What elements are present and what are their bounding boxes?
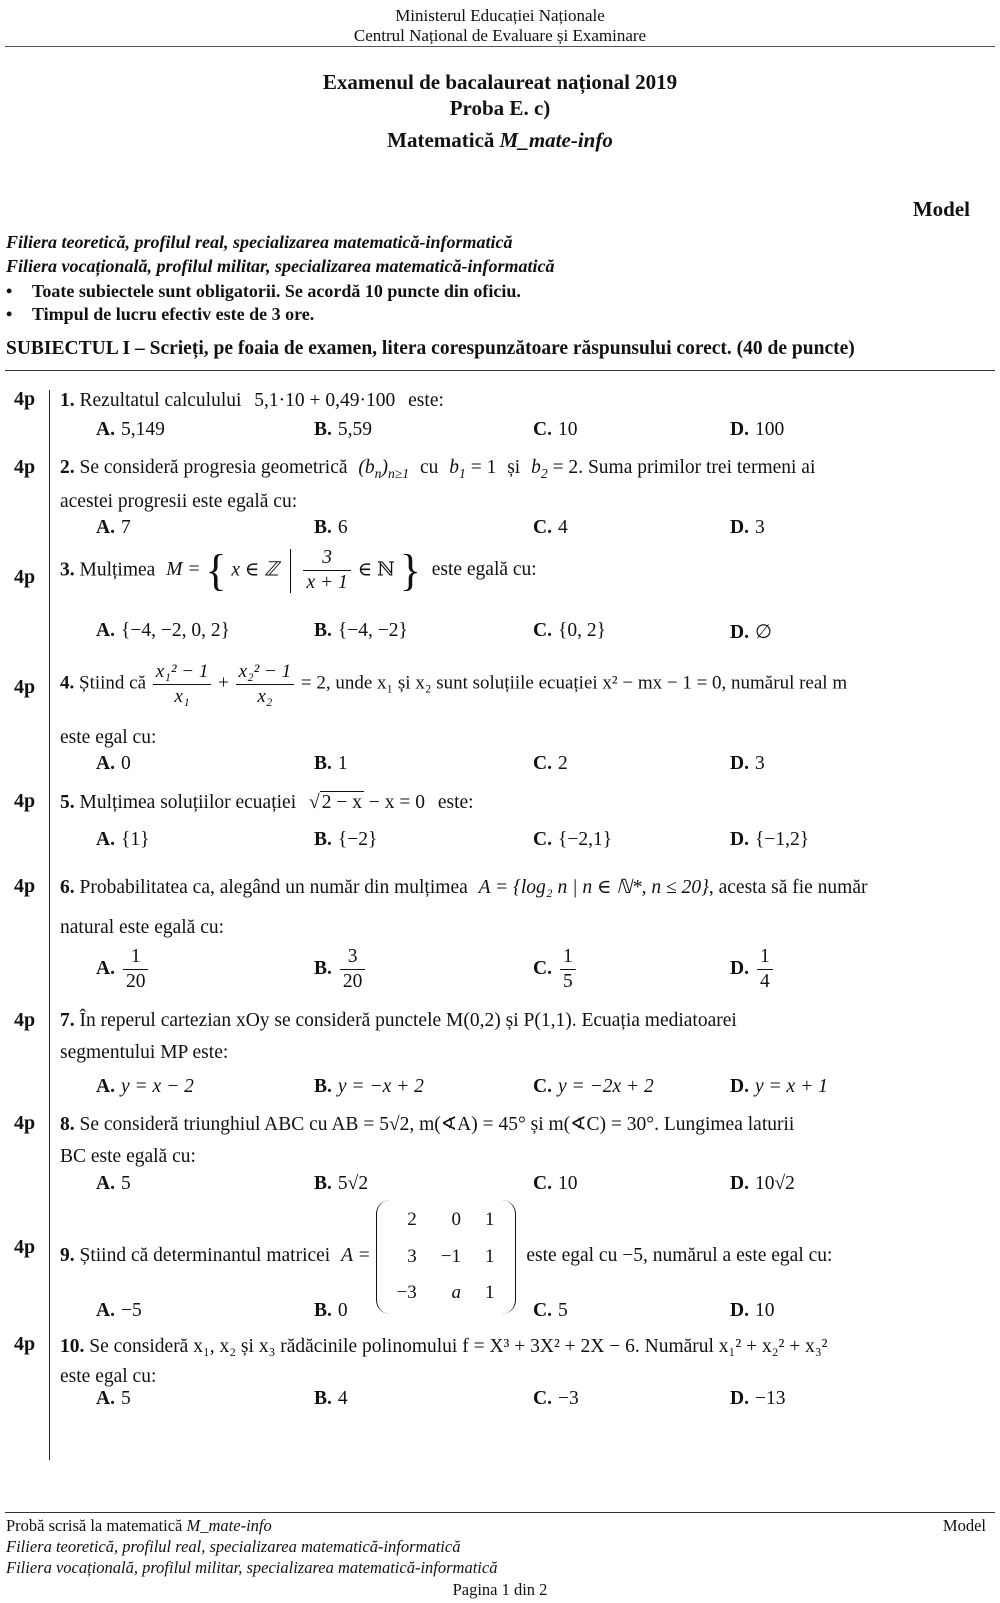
option-value: 1 (337, 753, 348, 774)
question-text: Se consideră progresia geometrică (79, 457, 348, 478)
points-q4: 4p (14, 676, 36, 698)
question-margin-line (49, 390, 50, 1460)
option-letter: B. (314, 753, 332, 774)
option-c[interactable] (533, 1173, 577, 1195)
option-letter: D. (730, 419, 749, 440)
question-text: Mulțimea soluțiilor ecuației (79, 792, 297, 813)
option-d[interactable] (730, 517, 765, 539)
question-text-b: cu (419, 457, 439, 478)
question-4 (60, 660, 960, 709)
question-10-line2: este egal cu: (60, 1366, 157, 1387)
header-divider (5, 46, 995, 47)
fraction-2: $\frac{\text{x₂² − 1}}{\text{x₂}}$ (236, 660, 295, 709)
footer-model: Model (942, 1516, 986, 1535)
model-label: Model (912, 197, 970, 221)
option-letter: A. (96, 753, 115, 774)
points-q5: 4p (14, 790, 36, 812)
option-b[interactable] (314, 620, 408, 642)
question-number: 1. (60, 390, 75, 411)
question-text: Mulțimea (79, 559, 156, 581)
set-condition: ∈ ℕ (357, 559, 395, 581)
option-d[interactable] (730, 1388, 785, 1410)
option-letter: D. (730, 753, 749, 774)
option-value: y = x + 1 (754, 1076, 828, 1097)
option-value: {−2} (337, 829, 378, 850)
option-letter: B. (314, 620, 332, 641)
question-1 (60, 386, 960, 415)
option-a[interactable] (96, 1300, 142, 1322)
matrix-cell: 2 (407, 1209, 417, 1230)
question-5 (60, 788, 960, 817)
brace-close: } (399, 545, 421, 595)
sqrt-icon: √ (309, 792, 320, 813)
option-d[interactable] (730, 419, 784, 441)
matrix-cell: 3 (407, 1245, 417, 1267)
heading-divider (5, 370, 995, 371)
option-letter: C. (533, 517, 552, 538)
option-value: 10 (557, 1173, 578, 1194)
question-text: Probabilitatea ca, alegând un număr din mulțimea (79, 877, 468, 898)
option-letter: B. (314, 958, 332, 980)
option-value: 3 (754, 753, 765, 774)
question-text-b: , unde x₁ și x₂ sunt soluțiile ecuației x² − mx − 1 = 0, numărul real m (325, 672, 848, 694)
points-q3: 4p (14, 566, 36, 588)
question-number: 3. (60, 559, 75, 581)
option-letter: A. (96, 958, 115, 980)
set-element: x ∈ ℤ (231, 559, 279, 581)
points-q10: 4p (14, 1333, 36, 1355)
option-letter: D. (730, 517, 749, 538)
option-letter: C. (533, 1076, 552, 1097)
page-number: Pagina 1 din 2 (452, 1580, 548, 1599)
set-fraction: $\frac{3}{x + 1}$ (303, 546, 350, 596)
question-tail: este: (437, 792, 474, 813)
question-text-b: este egal cu −5, numărul a este egal cu: (526, 1245, 833, 1267)
option-b[interactable] (314, 1388, 348, 1410)
question-6-line2: natural este egală cu: (60, 917, 225, 938)
question-7 (60, 1006, 960, 1035)
option-letter: A. (96, 1173, 115, 1194)
question-expr: 5,1·10 + 0,49·100 (254, 390, 396, 411)
option-value: 10 (754, 1300, 775, 1321)
exam-subject (0, 128, 1000, 153)
option-b[interactable] (314, 1300, 348, 1322)
option-value: 0 (120, 753, 131, 774)
rule-bullet-2 (6, 304, 314, 325)
option-value: y = x − 2 (120, 1076, 194, 1097)
option-letter: C. (533, 1388, 552, 1409)
question-2 (60, 453, 960, 484)
rule-text-1: Toate subiectele sunt obligatorii. Se acordă 10 puncte din oficiu. (32, 281, 521, 301)
points-q9: 4p (14, 1236, 36, 1258)
option-value: 2 (557, 753, 568, 774)
option-letter: C. (533, 1300, 552, 1321)
question-text: Știind că (79, 672, 147, 694)
option-letter: D. (730, 1076, 749, 1097)
option-letter: B. (314, 1388, 332, 1409)
question-number: 10. (60, 1336, 85, 1357)
question-text: Se consideră triunghiul ABC cu AB = 5√2, m(∢A) = 45° și m(∢C) = 30°. Lungimea laturii (79, 1114, 795, 1135)
option-c[interactable] (533, 1076, 654, 1098)
question-8 (60, 1110, 960, 1139)
fraction-1: $\frac{\text{x₁² − 1}}{\text{x₁}}$ (153, 660, 212, 709)
option-letter: C. (533, 829, 552, 850)
sequence: $(b_n)_{n\ge 1}$ (358, 457, 410, 481)
option-value: 4 (337, 1388, 348, 1409)
option-value: y = −2x + 2 (557, 1076, 654, 1097)
filiera-teoretica: Filiera teoretică, profilul real, specializarea matematică-informatică (6, 232, 513, 252)
question-7-line2: segmentului MP este: (60, 1042, 229, 1063)
question-3 (60, 546, 960, 596)
option-b[interactable] (314, 1173, 368, 1195)
option-b[interactable] (314, 419, 372, 441)
footer-proba: Probă scrisă la matematică (6, 1516, 187, 1535)
option-value: 5,59 (337, 419, 373, 440)
footer-variant: M_mate-info (186, 1516, 272, 1535)
option-letter: D. (730, 829, 749, 850)
option-c[interactable] (533, 945, 578, 995)
option-letter: A. (96, 829, 115, 850)
option-d[interactable] (730, 945, 775, 995)
plus-sign: + (218, 672, 229, 694)
option-a[interactable] (96, 1173, 131, 1195)
option-value: 5,149 (120, 419, 165, 440)
option-a[interactable] (96, 829, 149, 851)
bullet-icon: • (6, 281, 13, 301)
equation (309, 792, 425, 813)
question-number: 7. (60, 1010, 75, 1031)
option-value: 3 (754, 517, 765, 538)
option-c[interactable] (533, 1388, 579, 1410)
question-number: 4. (60, 672, 75, 694)
matrix-cell: 1 (485, 1245, 495, 1267)
points-q8: 4p (14, 1112, 36, 1134)
matrix-a (376, 1200, 516, 1314)
option-letter: A. (96, 620, 115, 641)
exam-title: Examenul de bacalaureat național 2019 (322, 70, 678, 94)
option-d[interactable] (730, 1173, 795, 1195)
option-b[interactable] (314, 1076, 424, 1098)
option-fraction: $\frac{3}{20}$ (340, 945, 366, 995)
points-q6: 4p (14, 875, 36, 897)
option-d[interactable] (730, 753, 765, 775)
rule-bullet-1 (6, 281, 521, 302)
subject-name: Matematică (387, 128, 500, 152)
option-letter: C. (533, 620, 552, 641)
option-value: {−4, −2, 0, 2} (120, 620, 230, 641)
matrix-cell: 1 (485, 1282, 495, 1303)
option-value: 7 (120, 517, 131, 538)
option-letter: C. (533, 419, 552, 440)
option-letter: A. (96, 517, 115, 538)
set-definition: A = {log₂ n | n ∈ ℕ*, n ≤ 20} (478, 877, 709, 898)
matrix-cell: a (451, 1282, 461, 1303)
question-text: Se consideră x₁, x₂ și x₃ rădăcinile polinomului f = X³ + 3X² + 2X − 6. Numărul x₁² + x₂² + x₃² (89, 1336, 828, 1357)
option-b[interactable] (314, 829, 377, 851)
set-lhs: M = (166, 559, 201, 581)
question-8-line2: BC este egală cu: (60, 1146, 196, 1167)
brace-open: { (205, 545, 227, 595)
option-c[interactable] (533, 517, 568, 539)
set-separator (290, 549, 291, 593)
option-value: 4 (557, 517, 568, 538)
matrix-cell: −1 (440, 1245, 461, 1267)
option-letter: D. (730, 1388, 749, 1409)
option-letter: C. (533, 958, 552, 980)
option-b[interactable] (314, 945, 367, 995)
option-letter: C. (533, 1173, 552, 1194)
option-letter: A. (96, 1388, 115, 1409)
exam-proba: Proba E. c) (449, 96, 551, 120)
question-text-c: și (507, 457, 521, 478)
option-letter: B. (314, 1173, 332, 1194)
option-letter: B. (314, 419, 332, 440)
option-d[interactable] (730, 829, 809, 851)
question-text: Rezultatul calculului (79, 390, 242, 411)
option-d[interactable] (730, 1300, 774, 1322)
option-letter: A. (96, 1300, 115, 1321)
question-number: 5. (60, 792, 75, 813)
option-b[interactable] (314, 753, 348, 775)
option-c[interactable] (533, 1300, 568, 1322)
option-letter: D. (730, 1300, 749, 1321)
points-q1: 4p (14, 388, 36, 410)
option-letter: C. (533, 753, 552, 774)
rule-text-2: Timpul de lucru efectiv este de 3 ore. (32, 304, 315, 324)
option-d[interactable] (730, 1076, 828, 1098)
header-ministry: Ministerul Educației Naționale (395, 6, 605, 25)
equals-two: = 2 (300, 672, 326, 694)
question-number: 9. (60, 1245, 75, 1267)
footer-filiera-1: Filiera teoretică, profilul real, specializarea matematică-informatică (6, 1537, 461, 1556)
option-a[interactable] (96, 1388, 131, 1410)
points-q7: 4p (14, 1009, 36, 1031)
option-a[interactable] (96, 620, 230, 642)
filiera-vocationala: Filiera vocațională, profilul militar, specializarea matematică-informatică (6, 256, 555, 276)
option-value: ∅ (754, 622, 772, 643)
option-a[interactable] (96, 419, 165, 441)
option-value: −5 (120, 1300, 142, 1321)
option-value: 5 (557, 1300, 568, 1321)
option-letter: A. (96, 1076, 115, 1097)
option-value: {1} (120, 829, 150, 850)
question-10 (60, 1332, 960, 1361)
option-letter: B. (314, 517, 332, 538)
bullet-icon: • (6, 304, 13, 324)
condition-2: $b_2 = 2$ (531, 457, 579, 481)
option-c[interactable] (533, 829, 612, 851)
option-letter: B. (314, 1300, 332, 1321)
question-tail: este egală cu: (431, 559, 537, 581)
question-text-d: . Suma primilor trei termeni ai (578, 457, 816, 478)
option-value: 6 (337, 517, 348, 538)
question-text: În reperul cartezian xOy se consideră punctele M(0,2) și P(1,1). Ecuația mediatoarei (79, 1010, 737, 1031)
question-4-line2: este egal cu: (60, 727, 157, 748)
question-9 (60, 1200, 960, 1314)
radicand: 2 − x (321, 792, 362, 813)
option-letter: D. (730, 958, 749, 980)
option-value: 10 (557, 419, 578, 440)
option-value: 100 (754, 419, 785, 440)
option-value: {−1,2} (754, 829, 810, 850)
question-text: Știind că determinantul matricei (79, 1245, 331, 1267)
option-value: 5 (120, 1388, 131, 1409)
matrix-cell: 1 (485, 1209, 495, 1230)
header-center: Centrul Național de Evaluare și Examinare (353, 26, 647, 45)
option-fraction: $\frac{1}{4}$ (757, 945, 773, 995)
option-value: 10√2 (754, 1173, 795, 1194)
option-d[interactable] (730, 620, 772, 644)
option-value: {0, 2} (557, 620, 606, 641)
option-letter: A. (96, 419, 115, 440)
subject-heading: SUBIECTUL I – Scrieți, pe foaia de examen, litera corespunzătoare răspunsului corect. (40 de puncte) (6, 338, 855, 359)
question-tail: este: (408, 390, 444, 411)
option-a[interactable] (96, 1076, 194, 1098)
footer-line-1 (6, 1516, 272, 1536)
option-letter: B. (314, 829, 332, 850)
option-c[interactable] (533, 620, 606, 642)
option-letter: D. (730, 1173, 749, 1194)
equation-rest: − x = 0 (363, 792, 425, 813)
option-value: 0 (337, 1300, 348, 1321)
question-6 (60, 873, 960, 902)
footer-filiera-2: Filiera vocațională, profilul militar, specializarea matematică-informatică (6, 1558, 498, 1577)
option-value: 5 (120, 1173, 131, 1194)
matrix-lhs: A = (341, 1245, 371, 1267)
condition-1: $b_1 = 1$ (449, 457, 497, 481)
option-fraction: $\frac{1}{5}$ (560, 945, 576, 995)
option-letter: B. (314, 1076, 332, 1097)
option-a[interactable] (96, 517, 131, 539)
option-a[interactable] (96, 945, 150, 995)
subject-variant: M_mate-info (499, 128, 613, 152)
option-value: 5√2 (337, 1173, 369, 1194)
option-c[interactable] (533, 419, 577, 441)
question-number: 8. (60, 1114, 75, 1135)
option-value: −13 (754, 1388, 786, 1409)
question-number: 2. (60, 457, 75, 478)
option-letter: D. (730, 622, 749, 643)
matrix-cell: 0 (451, 1209, 461, 1230)
footer-divider (5, 1512, 995, 1513)
question-2-line2: acestei progresii este egală cu: (60, 491, 298, 512)
matrix-cell: −3 (396, 1282, 417, 1303)
option-value: {−4, −2} (337, 620, 408, 641)
option-fraction: $\frac{1}{20}$ (123, 945, 149, 995)
option-value: y = −x + 2 (337, 1076, 424, 1097)
option-c[interactable] (533, 753, 568, 775)
option-a[interactable] (96, 753, 131, 775)
question-number: 6. (60, 877, 75, 898)
question-text-b: , acesta să fie număr (708, 877, 868, 898)
option-value: {−2,1} (557, 829, 613, 850)
option-b[interactable] (314, 517, 348, 539)
points-q2: 4p (14, 456, 36, 478)
option-value: −3 (557, 1388, 579, 1409)
